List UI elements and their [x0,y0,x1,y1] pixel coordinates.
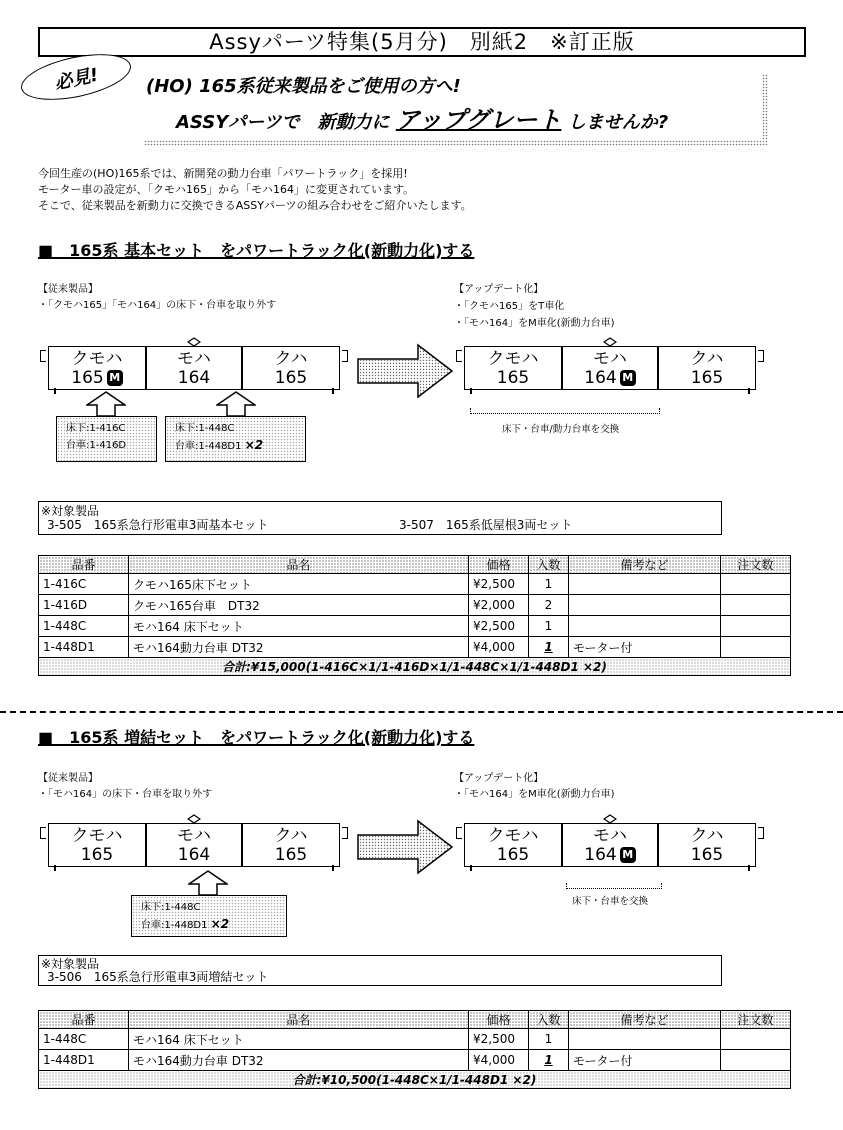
code-cell: 1-448D1 [39,1050,129,1071]
pantograph-icon [603,337,617,347]
car-name: モハ [177,826,211,846]
s2-arrow-up-icon [188,870,228,896]
qty-cell: 1 [529,574,569,595]
s1-new-label: 【アップデート化】 [454,284,544,295]
motor-badge-icon: M [620,370,636,386]
price-cell: ¥2,500 [469,616,529,637]
price-cell: ¥4,000 [469,637,529,658]
s2-new-car-1 [464,823,562,867]
qty-cell: 1 [529,1050,569,1071]
intro-line-3: そこで、従来製品を新動力に交換できるASSYパーツの組み合わせをご紹介いたします。 [38,199,472,212]
order-cell[interactable] [721,616,791,637]
s2-new-train [464,823,756,867]
s1-exchange-note: 床下・台車/動力台車を交換 [502,424,620,435]
car-name: クモハ [71,349,123,369]
s2-new-car-2 [562,823,658,867]
qty-cell: 2 [529,595,569,616]
s1-old-note: ・「クモハ165」「モハ164」の床下・台車を取り外す [38,300,277,311]
intro-line-1: 今回生産の(HO)165系では、新開発の動力台車「パワートラック」を採用! [38,167,408,180]
s1-upgrade-arrow-icon [356,341,456,401]
name-cell: モハ164 床下セット [129,1029,469,1050]
pantograph-icon [187,337,201,347]
badge-text: 必見! [52,64,101,95]
order-cell[interactable] [721,637,791,658]
note-cell [569,574,721,595]
headline-2: ASSYパーツで 新動力に アップグレート しませんか? [176,106,669,134]
s1-arrow-up-b-icon [216,391,256,417]
s1-new-note-1: ・「クモハ165」をT車化 [454,301,565,312]
car-number: 165 M [49,368,145,388]
s1-parts-box-b: 床下:1-448C 台車:1-448D1 ×2 [165,416,306,462]
car-number: 165 [274,368,308,388]
s1-old-car-2 [146,346,242,390]
s1-old-car-3 [242,346,340,390]
pantograph-icon [603,814,617,824]
car-name: クハ [690,349,724,369]
s1-parts-box-a: 床下:1-416C 台車:1-416D [56,416,157,462]
car-name: モハ [593,826,627,846]
s2-old-label: 【従来製品】 [38,773,98,784]
qty-cell: 1 [529,616,569,637]
s1-new-car-3 [658,346,756,390]
car-number: 165 [690,845,724,865]
order-cell[interactable] [721,595,791,616]
pantograph-icon [187,814,201,824]
code-cell: 1-448C [39,1029,129,1050]
table-row [39,637,791,658]
s1-target-products: ※対象製品 3-505 165系急行形電車3両基本セット 3-507 165系低屋根3両セット [38,501,722,535]
s1-new-car-2 [562,346,658,390]
total-cell: 合計:¥15,000(1-416C×1/1-416D×1/1-448C×1/1-448D1 ×2) [39,658,791,676]
car-name: モハ [177,349,211,369]
table-row [39,616,791,637]
s2-parts-table: 品番 品名 価格 入数 備考など 注文数 1-448C モハ164 床下セット ¥2,500 1 1-448D1 モハ164動力台車 DT32 ¥4,000 1 モーター付 合計:¥10,500(1-448C×1/1-448D1 ×2) [38,1010,791,1089]
code-cell: 1-416D [39,595,129,616]
price-cell: ¥2,000 [469,595,529,616]
qty-cell: 1 [529,1029,569,1050]
car-name: クモハ [71,826,123,846]
code-cell: 1-448D1 [39,637,129,658]
s2-exchange-note: 床下・台車を交換 [572,896,649,907]
total-cell: 合計:¥10,500(1-448C×1/1-448D1 ×2) [39,1071,791,1089]
qty-cell: 1 [529,637,569,658]
s1-old-train [48,346,340,390]
table-row [39,595,791,616]
s2-upgrade-arrow-icon [356,817,456,877]
s1-new-note-2: ・「モハ164」をM車化(新動力台車) [454,318,615,329]
note-cell [569,1029,721,1050]
s2-old-car-3 [242,823,340,867]
s2-old-car-1 [48,823,146,867]
car-number: 165 [80,845,114,865]
total-row [39,658,791,676]
note-cell [569,616,721,637]
s2-new-label: 【アップデート化】 [454,773,544,784]
cut-line [0,711,843,713]
table-row [39,574,791,595]
note-cell: モーター付 [569,637,721,658]
headline-1: (HO) 165系従来製品をご使用の方へ! [146,76,461,97]
car-number: 164 [177,368,211,388]
page-title: Assyパーツ特集(5月分) 別紙2 ※訂正版 [209,30,635,54]
title-box [38,27,806,57]
car-number: 165 [496,845,530,865]
name-cell: モハ164 床下セット [129,616,469,637]
car-name: モハ [593,349,627,369]
motor-badge-icon: M [107,370,123,386]
car-name: クハ [690,826,724,846]
car-name: クハ [274,826,308,846]
s1-new-car-1 [464,346,562,390]
name-cell: モハ164動力台車 DT32 [129,1050,469,1071]
order-cell[interactable] [721,1050,791,1071]
table-row [39,1029,791,1050]
name-cell: モハ164動力台車 DT32 [129,637,469,658]
price-cell: ¥4,000 [469,1050,529,1071]
s1-new-train [464,346,756,390]
motor-badge-icon: M [620,847,636,863]
s1-old-label: 【従来製品】 [38,284,98,295]
note-cell: モーター付 [569,1050,721,1071]
s1-parts-table: 品番 品名 価格 入数 備考など 注文数 1-416C クモハ165床下セット ¥2,500 1 1-416D クモハ165台車 DT32 ¥2,000 2 1-448C モハ164 床下セット ¥2,500 1 1-448D1 モハ164動力台車 DT32 ¥4,000 1 モーター付 合計:¥15,000(1-416C×1/1-416D×1/1-448C×1/1-448D1 ×2) [38,555,791,676]
code-cell: 1-448C [39,616,129,637]
order-cell[interactable] [721,574,791,595]
price-cell: ¥2,500 [469,1029,529,1050]
total-row [39,1071,791,1089]
car-number: 164 M [563,368,657,388]
price-cell: ¥2,500 [469,574,529,595]
s2-old-train [48,823,340,867]
s2-new-car-3 [658,823,756,867]
car-number: 165 [496,368,530,388]
car-number: 165 [690,368,724,388]
intro-line-2: モーター車の設定が、「クモハ165」から「モハ164」に変更されています。 [38,183,415,196]
s1-old-car-1 [48,346,146,390]
car-name: クモハ [487,349,539,369]
section-1-heading: ■ 165系 基本セット をパワートラック化(新動力化)する [38,241,475,260]
s2-target-products: ※対象製品 3-506 165系急行形電車3両増結セット [38,955,722,986]
s1-arrow-up-a-icon [86,391,126,417]
name-cell: クモハ165台車 DT32 [129,595,469,616]
note-cell [569,595,721,616]
car-number: 164 [177,845,211,865]
name-cell: クモハ165床下セット [129,574,469,595]
s2-new-note-1: ・「モハ164」をM車化(新動力台車) [454,789,615,800]
s2-old-car-2 [146,823,242,867]
car-number: 164 M [563,845,657,865]
car-name: クモハ [487,826,539,846]
car-name: クハ [274,349,308,369]
code-cell: 1-416C [39,574,129,595]
car-number: 165 [274,845,308,865]
s2-parts-box: 床下:1-448C 台車:1-448D1 ×2 [131,895,287,937]
s2-old-note: ・「モハ164」の床下・台車を取り外す [38,789,213,800]
section-2-heading: ■ 165系 増結セット をパワートラック化(新動力化)する [38,728,475,747]
table-row [39,1050,791,1071]
order-cell[interactable] [721,1029,791,1050]
